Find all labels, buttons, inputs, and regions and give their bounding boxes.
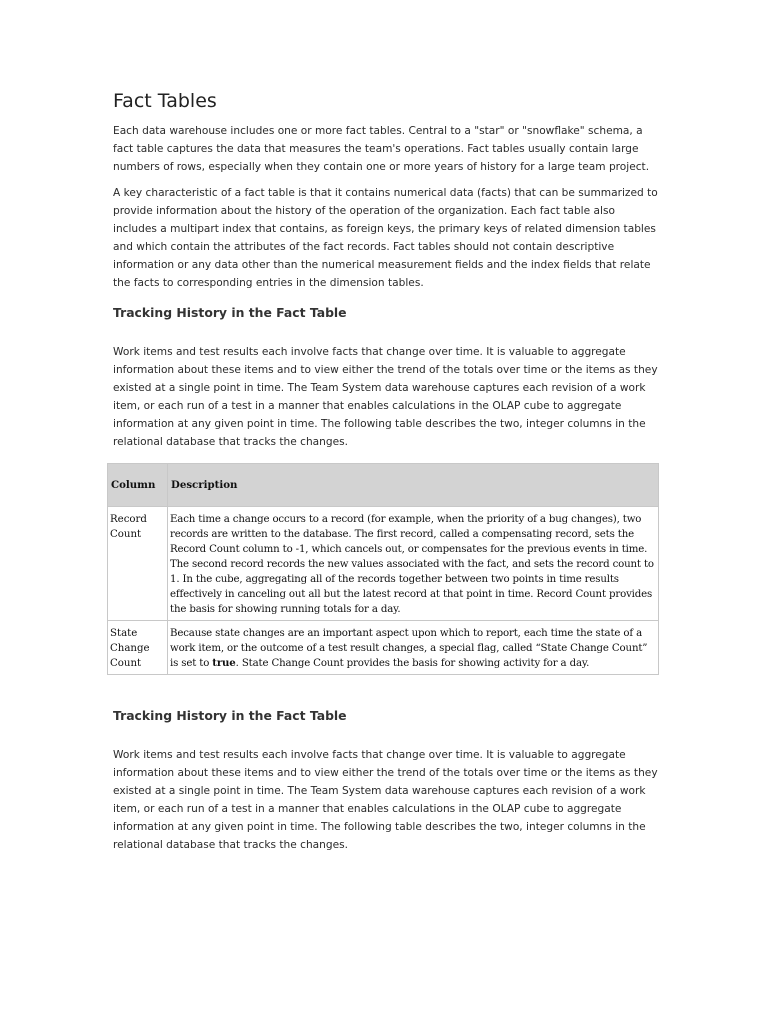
table-cell-description: Each time a change occurs to a record (for example, when the priority of a bug changes), two records are written to the database. The first record, called a compensating record, sets the Record Count column to -1, which cancels out, or compensates for the previous events in time. The second record records the new values associated with the fact, and sets the record count to 1. In the cube, aggregating all of the records together between two points in time results effectively in canceling out all but the latest record at that point in time. Record Count provides the basis for showing running totals for a day.: [168, 507, 659, 621]
description-text: Because state changes are an important aspect upon which to report, each time the state of a work item, or the outcome of a test result changes, a special flag, called “State Change Count” is set to: [170, 628, 648, 669]
table-header-row: [108, 464, 659, 507]
table-header-description: Description: [168, 464, 659, 507]
page-title: Fact Tables: [113, 90, 217, 112]
description-text: . State Change Count provides the basis for showing activity for a day.: [235, 658, 590, 669]
intro-paragraph-2: A key characteristic of a fact table is that it contains numerical data (facts) that can be summarized to provide information about the history of the operation of the organization. Each fact table also includes a multipart index that contains, as foreign keys, the primary keys of related dimension tables and which contain the attributes of the fact records. Fact tables should not contain descriptive information or any data other than the numerical measurement fields and the index fields that relate the facts to corresponding entries in the dimension tables.: [113, 187, 658, 289]
intro-paragraph-1: Each data warehouse includes one or more fact tables. Central to a "star" or "snowflake" schema, a fact table captures the data that measures the team's operations. Fact tables usually contain large numbers of rows, especially when they contain one or more years of history for a large team project.: [113, 125, 650, 173]
table-header-column: Column: [108, 464, 168, 507]
document-page: [110, 88, 661, 862]
table-cell-column-name: Record Count: [108, 507, 168, 621]
section-paragraph-tracking-history-repeat: Work items and test results each involve facts that change over time. It is valuable to aggregate information about these items and to view either the trend of the totals over time or the items as they existed at a single point in time. The Team System data warehouse captures each revision of a work item, or each run of a test in a manner that enables calculations in the OLAP cube to aggregate information at any given point in time. The following table describes the two, integer columns in the relational database that tracks the changes.: [113, 749, 658, 851]
table-row: [108, 507, 659, 621]
section-heading-tracking-history: Tracking History in the Fact Table: [113, 305, 347, 320]
fact-columns-table: [107, 463, 659, 675]
description-bold-value: true: [212, 657, 236, 669]
table-cell-column-name: State Change Count: [108, 621, 168, 675]
section-heading-tracking-history-repeat: Tracking History in the Fact Table: [113, 708, 347, 723]
section-paragraph-tracking-history: Work items and test results each involve facts that change over time. It is valuable to aggregate information about these items and to view either the trend of the totals over time or the items as they existed at a single point in time. The Team System data warehouse captures each revision of a work item, or each run of a test in a manner that enables calculations in the OLAP cube to aggregate information at any given point in time. The following table describes the two, integer columns in the relational database that tracks the changes.: [113, 346, 658, 448]
table-row: [108, 621, 659, 675]
table-cell-description: [168, 621, 659, 675]
